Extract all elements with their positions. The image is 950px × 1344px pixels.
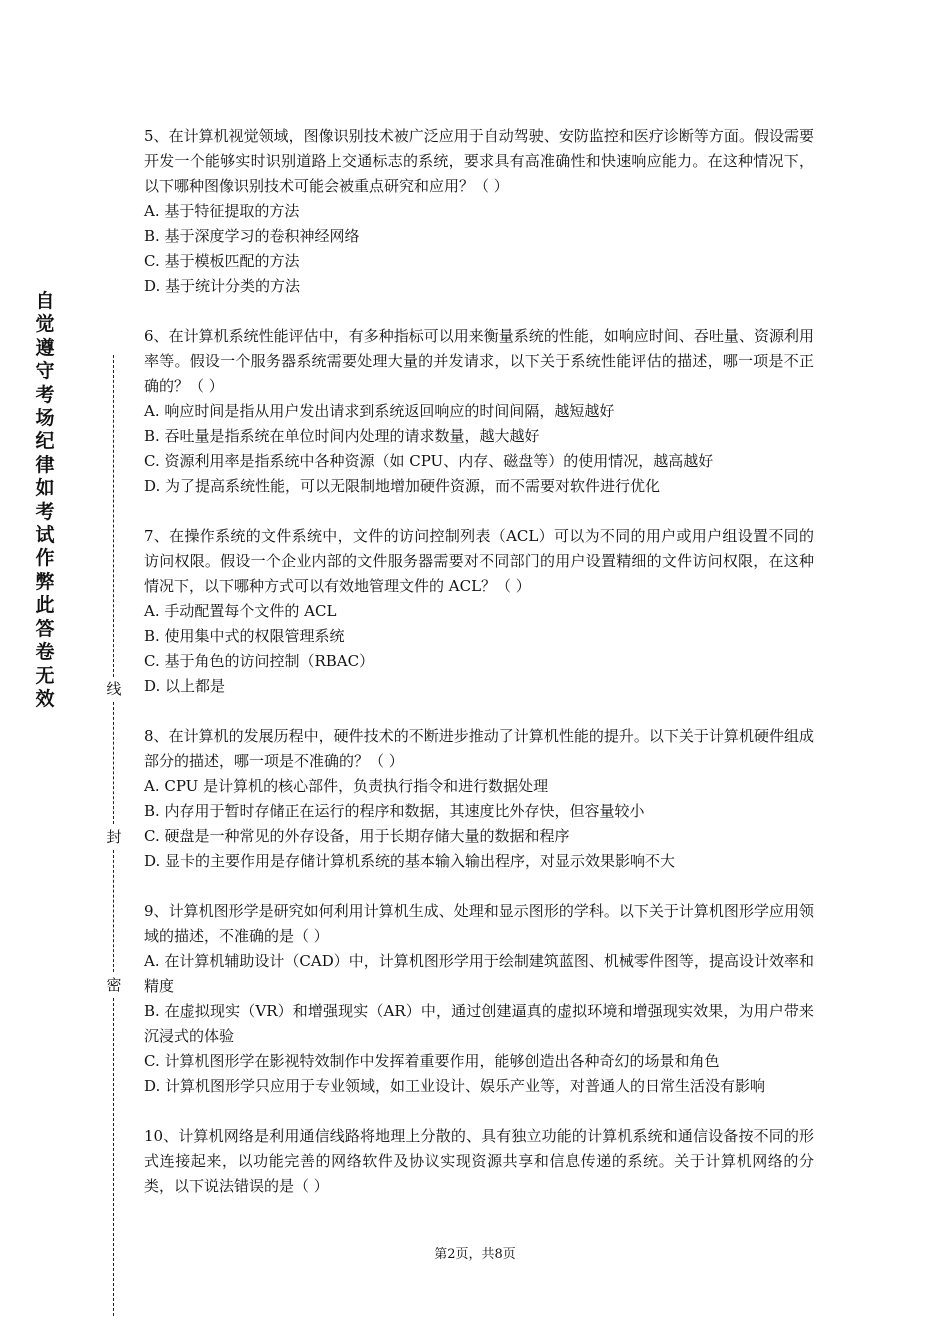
question-stem: 10、计算机网络是利用通信线路将地理上分散的、具有独立功能的计算机系统和通信设备按不同的形式连接起来，以功能完善的网络软件及协议实现资源共享和信息传递的系统。关于计算机网络的分类，以下说法错误的是（ ） <box>144 1127 814 1195</box>
option-d: D. 计算机图形学只应用于专业领域，如工业设计、娱乐产业等，对普通人的日常生活没有影响 <box>144 1077 766 1095</box>
page-number: 第2页，共8页 <box>434 1247 516 1262</box>
question-stem: 8、在计算机的发展历程中，硬件技术的不断进步推动了计算机性能的提升。以下关于计算机硬件组成部分的描述，哪一项是不准确的？（ ） <box>144 727 814 770</box>
option-b: B. 在虚拟现实（VR）和增强现实（AR）中，通过创建逼真的虚拟环境和增强现实效果，为用户带来沉浸式的体验 <box>144 1002 814 1045</box>
option-a: A. 基于特征提取的方法 <box>144 202 300 220</box>
question-9 <box>144 899 814 1099</box>
binding-dashed-line <box>113 998 114 1316</box>
option-c: C. 计算机图形学在影视特效制作中发挥着重要作用，能够创造出各种奇幻的场景和角色 <box>144 1052 720 1070</box>
question-5 <box>144 124 814 299</box>
option-d: D. 显卡的主要作用是存储计算机系统的基本输入输出程序，对显示效果影响不大 <box>144 852 676 870</box>
exam-discipline-notice: 自觉遵守考场纪律如考试作弊此答卷无效 <box>35 290 55 710</box>
binding-mark-seal: 封 <box>106 828 122 846</box>
binding-dashed-line <box>113 850 114 972</box>
option-b: B. 吞吐量是指系统在单位时间内处理的请求数量，越大越好 <box>144 427 540 445</box>
option-d: D. 为了提高系统性能，可以无限制地增加硬件资源，而不需要对软件进行优化 <box>144 477 661 495</box>
option-c: C. 资源利用率是指系统中各种资源（如 CPU、内存、磁盘等）的使用情况，越高越好 <box>144 452 714 470</box>
question-stem: 7、在操作系统的文件系统中，文件的访问控制列表（ACL）可以为不同的用户或用户组设置不同的访问权限。假设一个企业内部的文件服务器需要对不同部门的用户设置精细的文件访问权限，在这种情况下，以下哪种方式可以有效地管理文件的 ACL？（ ） <box>144 527 814 595</box>
option-a: A. 响应时间是指从用户发出请求到系统返回响应的时间间隔，越短越好 <box>144 402 615 420</box>
question-10 <box>144 1124 814 1199</box>
binding-mark-secret: 密 <box>106 976 122 994</box>
option-d: D. 基于统计分类的方法 <box>144 277 301 295</box>
question-list <box>144 124 814 1199</box>
question-stem: 5、在计算机视觉领域，图像识别技术被广泛应用于自动驾驶、安防监控和医疗诊断等方面。假设需要开发一个能够实时识别道路上交通标志的系统，要求具有高准确性和快速响应能力。在这种情况下，以下哪种图像识别技术可能会被重点研究和应用？（ ） <box>144 127 814 195</box>
question-6 <box>144 324 814 499</box>
option-d: D. 以上都是 <box>144 677 226 695</box>
binding-mark-line: 线 <box>106 680 122 698</box>
option-a: A. CPU 是计算机的核心部件，负责执行指令和进行数据处理 <box>144 777 549 795</box>
option-c: C. 基于角色的访问控制（RBAC） <box>144 652 375 670</box>
option-a: A. 在计算机辅助设计（CAD）中，计算机图形学用于绘制建筑蓝图、机械零件图等，提高设计效率和精度 <box>144 952 814 995</box>
question-stem: 9、计算机图形学是研究如何利用计算机生成、处理和显示图形的学科。以下关于计算机图形学应用领域的描述，不准确的是（ ） <box>144 902 814 945</box>
option-b: B. 内存用于暂时存储正在运行的程序和数据，其速度比外存快，但容量较小 <box>144 802 645 820</box>
question-7 <box>144 524 814 699</box>
option-b: B. 使用集中式的权限管理系统 <box>144 627 345 645</box>
binding-dashed-line <box>113 355 114 677</box>
option-b: B. 基于深度学习的卷积神经网络 <box>144 227 360 245</box>
option-c: C. 硬盘是一种常见的外存设备，用于长期存储大量的数据和程序 <box>144 827 570 845</box>
binding-dashed-line <box>113 702 114 824</box>
option-c: C. 基于模板匹配的方法 <box>144 252 300 270</box>
question-8 <box>144 724 814 874</box>
option-a: A. 手动配置每个文件的 ACL <box>144 602 337 620</box>
question-stem: 6、在计算机系统性能评估中，有多种指标可以用来衡量系统的性能，如响应时间、吞吐量、资源利用率等。假设一个服务器系统需要处理大量的并发请求，以下关于系统性能评估的描述，哪一项是不正确的？（ ） <box>144 327 814 395</box>
